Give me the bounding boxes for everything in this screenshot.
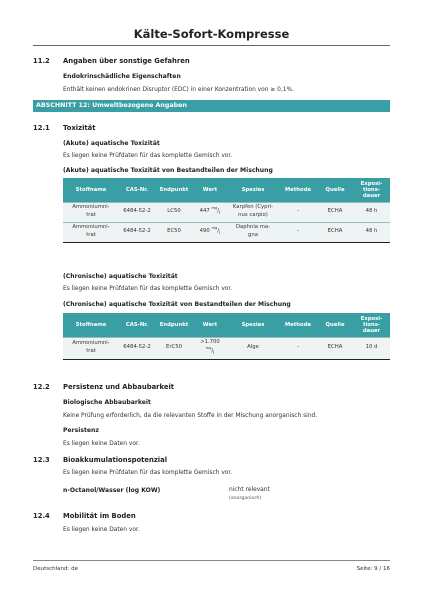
section-12-2-heading [33,383,174,391]
table-header-row [63,313,390,337]
cell-spezies: Karpfen (Cypri- nus carpio) [227,202,279,222]
edc-text: Enthält keinen endokrinen Disruptor (EDC) in einer Konzentration von ≥ 0,1%. [63,87,295,93]
edc-subheading: Endokrinschädliche Eigenschaften [63,73,181,80]
cell-cas: 6484-52-2 [119,222,155,242]
page-title: Kälte-Sofort-Kompresse [133,27,290,41]
col-stoffname: Stoffname [63,178,119,202]
cell-stoffname: Ammoniumni- trat [63,202,119,222]
cell-spezies: Alge [227,337,279,359]
cell-endpunkt: ErC50 [155,337,193,359]
table-row [63,222,390,242]
col-dauer: Exposi- tions- dauer [353,178,390,202]
bioacc-text: Es liegen keine Prüfdaten für das komplette Gemisch vor. [63,470,233,476]
cell-quelle: ECHA [317,337,353,359]
cell-wert: 490 $^{mg}/_l$ [193,222,227,242]
cell-stoffname: Ammoniumni- trat [63,337,119,359]
section-title: Bioakkumulationspotenzial [63,456,168,464]
col-cas: CAS-Nr. [119,313,155,337]
persistence-subheading: Persistenz [63,427,99,434]
cell-endpunkt: EC50 [155,222,193,242]
section-11-2-heading [33,57,190,65]
cell-quelle: ECHA [317,222,353,242]
cell-wert: 447 $^{mg}/_l$ [193,202,227,222]
col-dauer: Exposi- tions- dauer [353,313,390,337]
cell-dauer: 10 d [353,337,390,359]
section-12-1-heading [33,124,96,132]
footer-page-number: Seite: 9 / 16 [356,566,390,572]
section-number: 12.1 [33,124,50,132]
cell-dauer: 48 h [353,222,390,242]
table-row [63,337,390,359]
title-divider [33,45,390,46]
acute-table-title: (Akute) aquatische Toxizität von Bestandteilen der Mischung [63,167,273,174]
section-12-4-heading [33,512,136,520]
section-title: Angaben über sonstige Gefahren [63,57,190,65]
section-title: Toxizität [63,124,96,132]
col-methode: Methode [279,178,317,202]
col-endpunkt: Endpunkt [155,313,193,337]
kow-note: (anorganisch) [229,496,262,501]
section-title: Persistenz und Abbaubarkeit [63,383,175,391]
col-wert: Wert [193,178,227,202]
acute-text: Es liegen keine Prüfdaten für das komplette Gemisch vor. [63,153,233,159]
col-endpunkt: Endpunkt [155,178,193,202]
cell-methode: - [279,202,317,222]
section-12-3-heading [33,456,167,464]
cell-methode: - [279,222,317,242]
kow-label: n-Octanol/Wasser (log KOW) [63,487,161,494]
col-wert: Wert [193,313,227,337]
footer-country: Deutschland: de [33,566,78,572]
col-quelle: Quelle [317,178,353,202]
biodeg-subheading: Biologische Abbaubarkeit [63,399,151,406]
kow-value: nicht relevant [229,487,270,493]
section-number: 12.2 [33,383,50,391]
cell-quelle: ECHA [317,202,353,222]
cell-wert: >1.700 $^{mg}/_l$ [193,337,227,359]
col-spezies: Spezies [227,313,279,337]
table-header-row [63,178,390,202]
table-row [63,202,390,222]
chronic-toxicity-table [63,313,390,360]
cell-dauer: 48 h [353,202,390,222]
col-stoffname: Stoffname [63,313,119,337]
acute-subheading: (Akute) aquatische Toxizität [63,140,160,147]
section-title: Mobilität im Boden [63,512,136,520]
cell-spezies: Daphnia ma- gna [227,222,279,242]
section-number: 12.3 [33,456,50,464]
cell-endpunkt: LC50 [155,202,193,222]
cell-stoffname: Ammoniumni- trat [63,222,119,242]
col-quelle: Quelle [317,313,353,337]
acute-toxicity-table [63,178,390,243]
section-number: 11.2 [33,57,50,65]
persistence-text: Es liegen keine Daten vor. [63,441,140,447]
section-12-bar: ABSCHNITT 12: Umweltbezogene Angaben [33,100,390,112]
footer-divider [33,560,390,561]
chronic-subheading: (Chronische) aquatische Toxizität [63,273,178,280]
section-number: 12.4 [33,512,50,520]
chronic-text: Es liegen keine Prüfdaten für das komplette Gemisch vor. [63,286,233,292]
chronic-table-title: (Chronische) aquatische Toxizität von Bestandteilen der Mischung [63,301,291,308]
mobility-text: Es liegen keine Daten vor. [63,527,140,533]
col-methode: Methode [279,313,317,337]
col-cas: CAS-Nr. [119,178,155,202]
cell-cas: 6484-52-2 [119,202,155,222]
biodeg-text: Keine Prüfung erforderlich, da die relevanten Stoffe in der Mischung anorganisch sind. [63,413,318,419]
cell-cas: 6484-52-2 [119,337,155,359]
cell-methode: - [279,337,317,359]
col-spezies: Spezies [227,178,279,202]
